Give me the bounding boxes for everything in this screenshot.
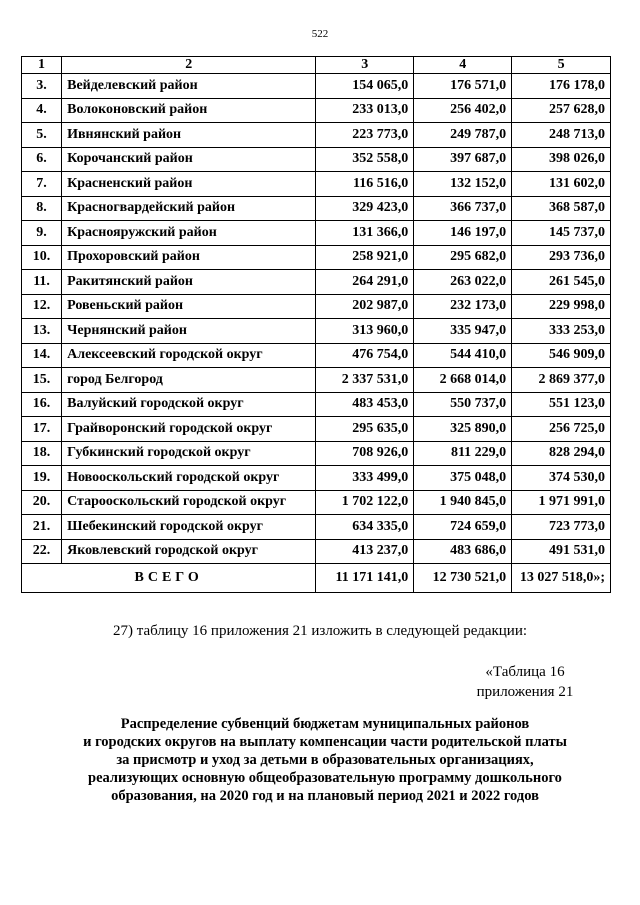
header-cell: 3 — [316, 57, 414, 74]
row-number-cell: 18. — [22, 441, 62, 466]
table-row — [22, 319, 611, 344]
value-2021-cell: 263 022,0 — [414, 270, 512, 295]
table-row — [22, 123, 611, 148]
value-2021-cell: 483 686,0 — [414, 539, 512, 564]
value-2020-cell: 313 960,0 — [316, 319, 414, 344]
value-2022-cell: 828 294,0 — [512, 441, 611, 466]
table-row — [22, 270, 611, 295]
row-number-cell: 16. — [22, 392, 62, 417]
district-name-cell: Ровеньский район — [62, 294, 316, 319]
value-2020-cell: 352 558,0 — [316, 147, 414, 172]
caption-line: приложения 21 — [476, 684, 574, 700]
value-2022-cell: 374 530,0 — [512, 466, 611, 491]
value-2022-cell: 398 026,0 — [512, 147, 611, 172]
value-2020-cell: 116 516,0 — [316, 172, 414, 197]
value-2021-cell: 295 682,0 — [414, 245, 512, 270]
row-number-cell: 11. — [22, 270, 62, 295]
value-2022-cell: 2 869 377,0 — [512, 368, 611, 393]
value-2020-cell: 223 773,0 — [316, 123, 414, 148]
value-2021-cell: 176 571,0 — [414, 74, 512, 99]
district-name-cell: Ивнянский район — [62, 123, 316, 148]
value-2021-cell: 550 737,0 — [414, 392, 512, 417]
district-name-cell: Волоконовский район — [62, 98, 316, 123]
total-row — [22, 564, 611, 593]
row-number-cell: 14. — [22, 343, 62, 368]
district-name-cell: Алексеевский городской округ — [62, 343, 316, 368]
district-name-cell: Красненский район — [62, 172, 316, 197]
district-name-cell: Красногвардейский район — [62, 196, 316, 221]
table-row — [22, 196, 611, 221]
table-row — [22, 490, 611, 515]
header-cell: 2 — [62, 57, 316, 74]
value-2022-cell: 491 531,0 — [512, 539, 611, 564]
value-2022-cell: 176 178,0 — [512, 74, 611, 99]
value-2021-cell: 811 229,0 — [414, 441, 512, 466]
value-2020-cell: 154 065,0 — [316, 74, 414, 99]
value-2020-cell: 264 291,0 — [316, 270, 414, 295]
heading-line: за присмотр и уход за детьми в образовательных организациях, — [116, 752, 534, 768]
value-2020-cell: 2 337 531,0 — [316, 368, 414, 393]
table-row — [22, 392, 611, 417]
heading-line: Распределение субвенций бюджетам муниципальных районов — [120, 716, 530, 732]
row-number-cell: 3. — [22, 74, 62, 99]
value-2021-cell: 232 173,0 — [414, 294, 512, 319]
total-value-cell: 11 171 141,0 — [316, 564, 414, 593]
value-2022-cell: 145 737,0 — [512, 221, 611, 246]
table-row — [22, 245, 611, 270]
row-number-cell: 22. — [22, 539, 62, 564]
value-2021-cell: 335 947,0 — [414, 319, 512, 344]
value-2022-cell: 1 971 991,0 — [512, 490, 611, 515]
district-name-cell: город Белгород — [62, 368, 316, 393]
value-2021-cell: 132 152,0 — [414, 172, 512, 197]
value-2022-cell: 248 713,0 — [512, 123, 611, 148]
table-heading — [60, 715, 590, 805]
value-2020-cell: 476 754,0 — [316, 343, 414, 368]
table-header-row — [22, 57, 611, 74]
district-name-cell: Губкинский городской округ — [62, 441, 316, 466]
table-row — [22, 74, 611, 99]
table-row — [22, 221, 611, 246]
district-name-cell: Прохоровский район — [62, 245, 316, 270]
total-label: ВСЕГО — [22, 564, 316, 593]
district-name-cell: Новооскольский городской округ — [62, 466, 316, 491]
row-number-cell: 5. — [22, 123, 62, 148]
value-2021-cell: 724 659,0 — [414, 515, 512, 540]
value-2022-cell: 368 587,0 — [512, 196, 611, 221]
table-row — [22, 294, 611, 319]
row-number-cell: 6. — [22, 147, 62, 172]
value-2020-cell: 295 635,0 — [316, 417, 414, 442]
row-number-cell: 17. — [22, 417, 62, 442]
value-2020-cell: 483 453,0 — [316, 392, 414, 417]
instruction-text: 27) таблицу 16 приложения 21 изложить в следующей редакции: — [112, 623, 528, 639]
row-number-cell: 12. — [22, 294, 62, 319]
row-number-cell: 10. — [22, 245, 62, 270]
value-2020-cell: 708 926,0 — [316, 441, 414, 466]
value-2021-cell: 249 787,0 — [414, 123, 512, 148]
value-2020-cell: 413 237,0 — [316, 539, 414, 564]
subsidy-table — [21, 56, 611, 593]
row-number-cell: 7. — [22, 172, 62, 197]
header-cell: 1 — [22, 57, 62, 74]
table-row — [22, 98, 611, 123]
value-2022-cell: 723 773,0 — [512, 515, 611, 540]
value-2021-cell: 146 197,0 — [414, 221, 512, 246]
value-2022-cell: 257 628,0 — [512, 98, 611, 123]
row-number-cell: 4. — [22, 98, 62, 123]
value-2022-cell: 546 909,0 — [512, 343, 611, 368]
header-cell: 5 — [512, 57, 611, 74]
value-2021-cell: 366 737,0 — [414, 196, 512, 221]
table-caption — [455, 662, 595, 702]
value-2021-cell: 1 940 845,0 — [414, 490, 512, 515]
value-2022-cell: 229 998,0 — [512, 294, 611, 319]
value-2022-cell: 293 736,0 — [512, 245, 611, 270]
row-number-cell: 8. — [22, 196, 62, 221]
district-name-cell: Грайворонский городской округ — [62, 417, 316, 442]
value-2020-cell: 233 013,0 — [316, 98, 414, 123]
district-name-cell: Вейделевский район — [62, 74, 316, 99]
value-2020-cell: 202 987,0 — [316, 294, 414, 319]
value-2020-cell: 634 335,0 — [316, 515, 414, 540]
value-2021-cell: 2 668 014,0 — [414, 368, 512, 393]
district-name-cell: Старооскольский городской округ — [62, 490, 316, 515]
table-row — [22, 441, 611, 466]
district-name-cell: Шебекинский городской округ — [62, 515, 316, 540]
row-number-cell: 19. — [22, 466, 62, 491]
table-row — [22, 147, 611, 172]
header-cell: 4 — [414, 57, 512, 74]
value-2020-cell: 333 499,0 — [316, 466, 414, 491]
row-number-cell: 9. — [22, 221, 62, 246]
district-name-cell: Корочанский район — [62, 147, 316, 172]
caption-line: «Таблица 16 — [485, 664, 565, 680]
page-number: 522 — [311, 28, 329, 40]
district-name-cell: Ракитянский район — [62, 270, 316, 295]
value-2021-cell: 256 402,0 — [414, 98, 512, 123]
row-number-cell: 20. — [22, 490, 62, 515]
district-name-cell: Яковлевский городской округ — [62, 539, 316, 564]
value-2021-cell: 544 410,0 — [414, 343, 512, 368]
value-2022-cell: 256 725,0 — [512, 417, 611, 442]
table-row — [22, 539, 611, 564]
value-2020-cell: 258 921,0 — [316, 245, 414, 270]
table-row — [22, 466, 611, 491]
value-2021-cell: 325 890,0 — [414, 417, 512, 442]
value-2021-cell: 397 687,0 — [414, 147, 512, 172]
row-number-cell: 13. — [22, 319, 62, 344]
table-row — [22, 172, 611, 197]
value-2022-cell: 333 253,0 — [512, 319, 611, 344]
value-2020-cell: 1 702 122,0 — [316, 490, 414, 515]
value-2020-cell: 131 366,0 — [316, 221, 414, 246]
total-value-cell: 13 027 518,0»; — [512, 564, 611, 593]
district-name-cell: Валуйский городской округ — [62, 392, 316, 417]
row-number-cell: 21. — [22, 515, 62, 540]
value-2020-cell: 329 423,0 — [316, 196, 414, 221]
value-2022-cell: 551 123,0 — [512, 392, 611, 417]
row-number-cell: 15. — [22, 368, 62, 393]
total-value-cell: 12 730 521,0 — [414, 564, 512, 593]
value-2022-cell: 261 545,0 — [512, 270, 611, 295]
table-row — [22, 417, 611, 442]
district-name-cell: Краснояружский район — [62, 221, 316, 246]
heading-line: реализующих основную общеобразовательную программу дошкольного — [88, 770, 562, 786]
table-row — [22, 515, 611, 540]
heading-line: образования, на 2020 год и на плановый период 2021 и 2022 годов — [111, 788, 539, 804]
value-2021-cell: 375 048,0 — [414, 466, 512, 491]
heading-line: и городских округов на выплату компенсации части родительской платы — [83, 734, 567, 750]
table-row — [22, 343, 611, 368]
value-2022-cell: 131 602,0 — [512, 172, 611, 197]
table-row — [22, 368, 611, 393]
district-name-cell: Чернянский район — [62, 319, 316, 344]
